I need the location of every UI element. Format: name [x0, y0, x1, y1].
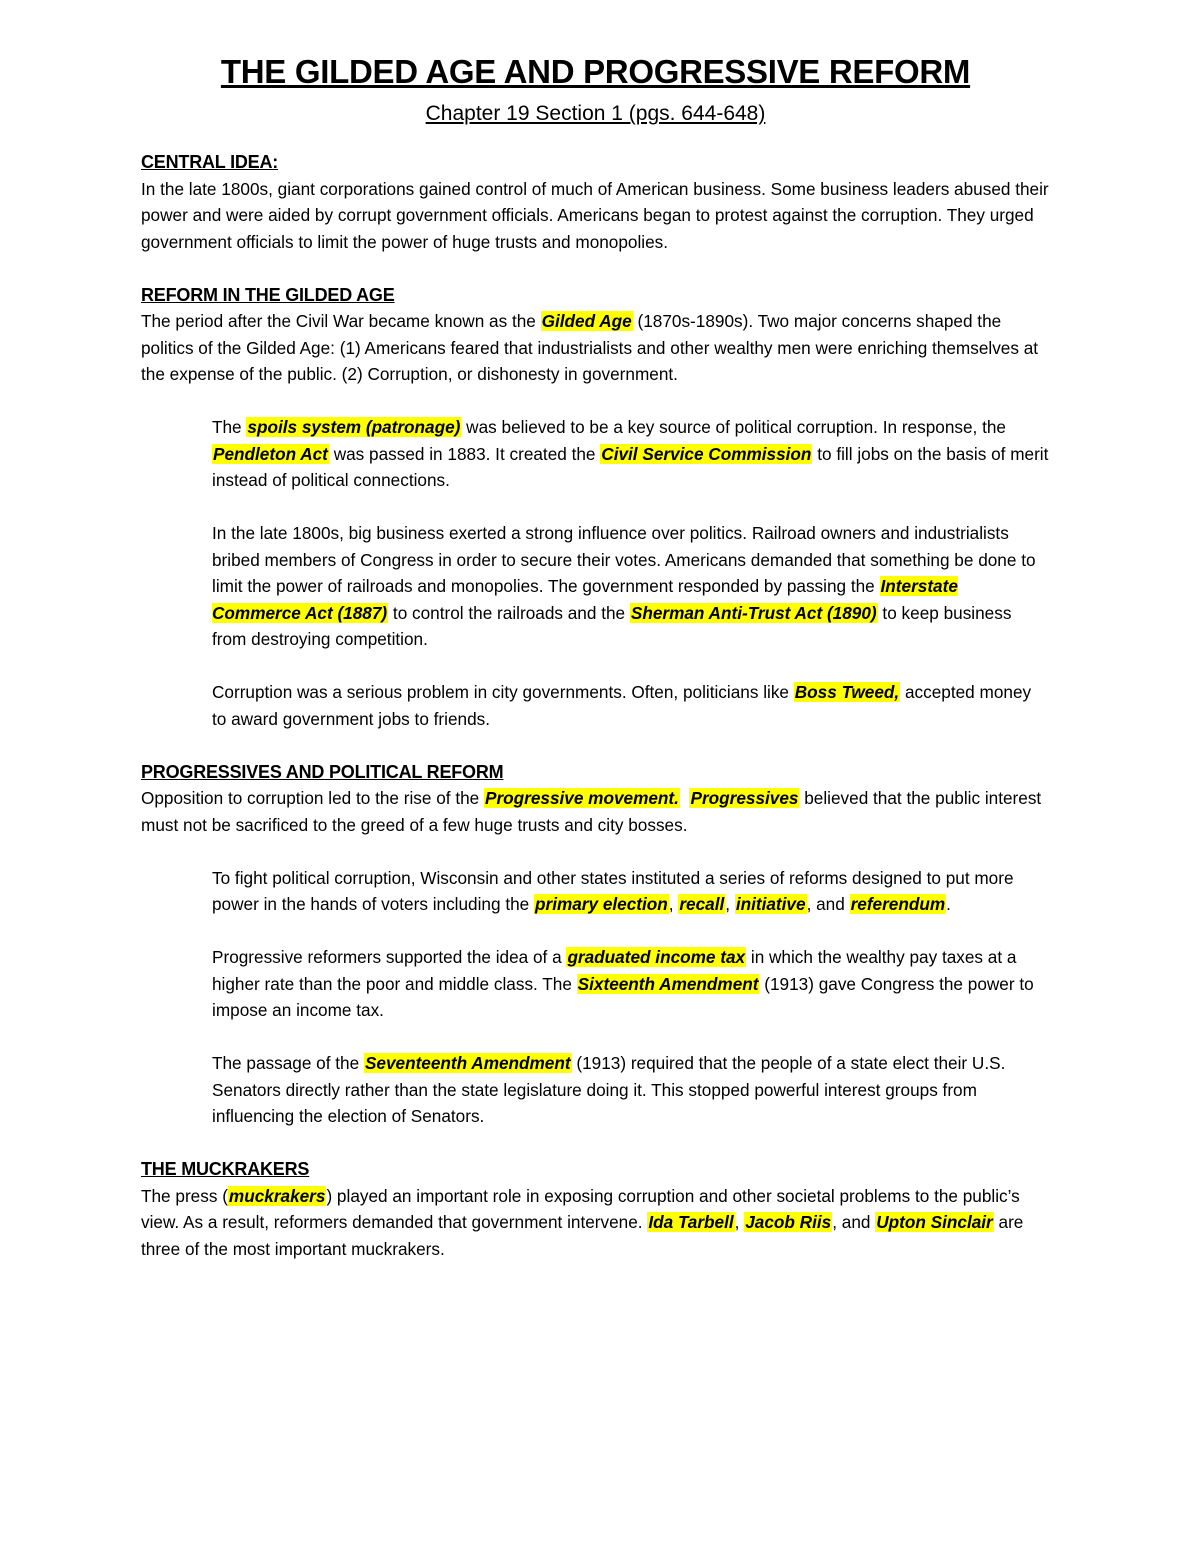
- highlighted-term: Interstate Commerce Act (1887): [212, 576, 958, 623]
- highlighted-term: Sherman Anti-Trust Act (1890): [630, 602, 877, 623]
- text-run: to keep business from destroying competition.: [212, 602, 1012, 649]
- muckrakers-paragraph: [141, 1183, 1050, 1263]
- highlighted-term: Progressive movement.: [485, 788, 679, 808]
- text-run: are three of the most important muckrakers.: [141, 1212, 1024, 1259]
- text-run: The press (: [141, 1185, 228, 1206]
- highlighted-term: Progressives: [690, 788, 799, 808]
- highlighted-term: referendum: [850, 894, 946, 914]
- central-idea-heading: CENTRAL IDEA:: [141, 152, 279, 172]
- highlighted-term: muckrakers: [228, 1185, 326, 1206]
- wisconsin-reforms-paragraph: [212, 865, 1050, 918]
- progressives-heading: PROGRESSIVES AND POLITICAL REFORM: [141, 761, 504, 782]
- text-run: (1913) gave Congress the power to impose an income tax.: [212, 973, 1034, 1020]
- text-run: Progressive reformers supported the idea of a: [212, 947, 567, 967]
- spoils-system-paragraph: [212, 414, 1050, 494]
- seventeenth-amendment-paragraph: [212, 1050, 1050, 1130]
- highlighted-term: Civil Service Commission: [601, 443, 812, 464]
- text-run: to fill jobs on the basis of merit instead of political connections.: [212, 443, 1049, 490]
- reform-gilded-age-heading: REFORM IN THE GILDED AGE: [141, 284, 395, 305]
- text-run: To fight political corruption, Wisconsin and other states instituted a series of reforms designed to put more power in the hands of voters including the: [212, 867, 1014, 914]
- central-idea-section: [141, 149, 1050, 255]
- progressives-intro-paragraph: [141, 785, 1050, 838]
- highlighted-term: primary election: [535, 894, 668, 914]
- highlighted-term: Ida Tarbell: [648, 1212, 734, 1232]
- highlighted-term: Gilded Age: [541, 311, 632, 331]
- text-run: ,: [725, 894, 735, 914]
- highlighted-term: Boss Tweed,: [794, 682, 900, 702]
- text-run: to control the railroads and the: [388, 602, 630, 623]
- text-run: The period after the Civil War became known as the: [141, 311, 541, 331]
- text-run: Corruption was a serious problem in city governments. Often, politicians like: [212, 682, 794, 702]
- text-run: ,: [734, 1212, 745, 1232]
- city-corruption-paragraph: [212, 679, 1050, 732]
- gilded-age-intro-paragraph: [141, 308, 1050, 388]
- text-run: The: [212, 417, 247, 437]
- text-run: ) played an important role in exposing corruption and other societal problems to the public’s view. As a result, reformers demanded that government intervene.: [141, 1185, 1020, 1232]
- text-run: ,: [668, 894, 679, 914]
- text-run: .: [946, 894, 951, 914]
- text-run: The passage of the: [212, 1053, 364, 1073]
- muckrakers-heading: THE MUCKRAKERS: [141, 1159, 310, 1179]
- progressives-section: [141, 759, 1050, 1130]
- highlighted-term: Upton Sinclair: [876, 1212, 993, 1232]
- highlighted-term: spoils system (patronage): [247, 417, 461, 437]
- text-run: believed that the public interest must not be sacrificed to the greed of a few huge trusts and city bosses.: [141, 788, 1042, 835]
- central-idea-text: In the late 1800s, giant corporations gained control of much of American business. Some business leaders abused their power and were aided by corrupt government officials. Americans began to protest against the corruption. They urged government officials to limit the power of huge trusts and monopolies.: [141, 178, 1049, 252]
- text-run: Opposition to corruption led to the rise of the: [141, 788, 484, 808]
- highlighted-term: Pendleton Act: [213, 443, 328, 464]
- reform-gilded-age-section: [141, 282, 1050, 733]
- text-run: accepted money to award government jobs to friends.: [212, 682, 1032, 729]
- text-run: In the late 1800s, big business exerted a strong influence over politics. Railroad owners and industrialists bribed members of Congress in order to secure their votes. Americans demanded that something be done to limit the power of railroads and monopolies. The government responded by passing the: [212, 523, 1036, 596]
- text-run: in which the wealthy pay taxes at a higher rate than the poor and middle class. The: [212, 947, 1017, 994]
- big-business-paragraph: [212, 520, 1050, 653]
- text-run: , and: [832, 1212, 876, 1232]
- highlighted-term: initiative: [735, 894, 806, 914]
- highlighted-term: Seventeenth Amendment: [364, 1053, 571, 1073]
- text-run: was believed to be a key source of political corruption. In response, the: [461, 417, 1006, 437]
- text-run: (1870s-1890s). Two major concerns shaped the politics of the Gilded Age: (1) Americans feared that industrialists and other wealthy men were enriching themselves at the expense of the public. (2) Corruption, or dishonesty in government.: [141, 311, 1039, 384]
- highlighted-term: Jacob Riis: [745, 1212, 832, 1232]
- text-run: (1913) required that the people of a state elect their U.S. Senators directly rather than the state legislature doing it. This stopped powerful interest groups from influencing the election of Senators.: [212, 1053, 1006, 1126]
- highlighted-term: graduated income tax: [567, 947, 746, 967]
- text-run: was passed in 1883. It created the: [328, 443, 601, 464]
- muckrakers-section: [141, 1156, 1050, 1262]
- highlighted-term: recall: [679, 894, 725, 914]
- text-run: , and: [806, 894, 850, 914]
- highlighted-term: Sixteenth Amendment: [577, 973, 759, 994]
- document-subtitle: Chapter 19 Section 1 (pgs. 644-648): [425, 102, 766, 125]
- income-tax-paragraph: [212, 944, 1050, 1024]
- document-title: THE GILDED AGE AND PROGRESSIVE REFORM: [220, 53, 971, 90]
